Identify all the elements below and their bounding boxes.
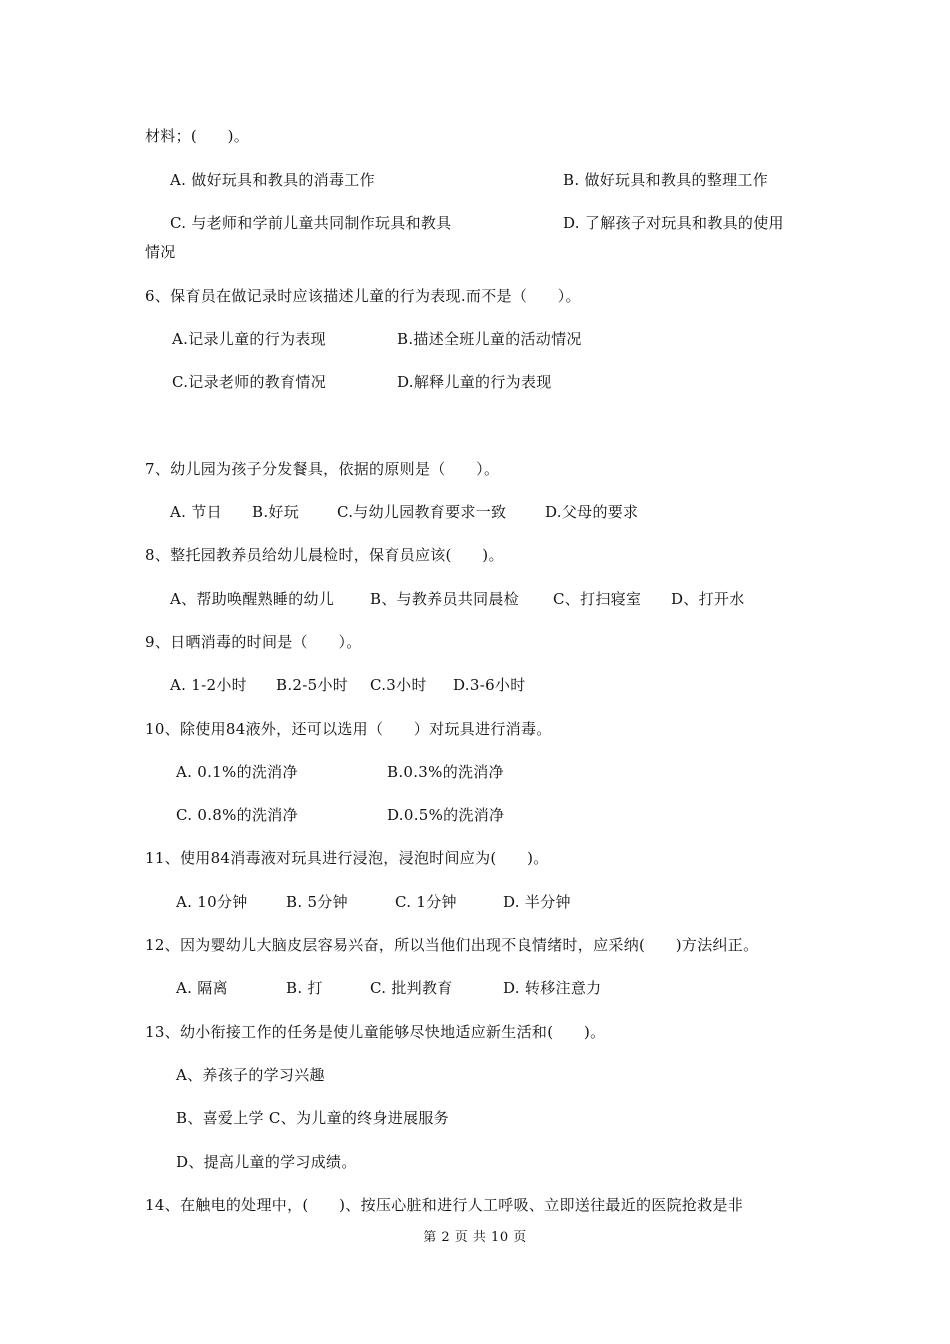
q10-option-d: D.0.5%的洗消净: [387, 806, 505, 824]
q10-option-b: B.0.3%的洗消净: [387, 763, 504, 781]
q13-option-d: D、提高儿童的学习成绩。: [176, 1153, 357, 1171]
q10-stem: 10、除使用84液外，还可以选用（ ）对玩具进行消毒。: [145, 720, 552, 738]
q11-stem: 11、使用84消毒液对玩具进行浸泡，浸泡时间应为( )。: [145, 849, 549, 867]
q12-option-c: C. 批判教育: [370, 979, 453, 997]
q6-option-b: B.描述全班儿童的活动情况: [397, 330, 582, 348]
q9-option-d: D.3-6小时: [453, 676, 526, 694]
q12-stem: 12、因为婴幼儿大脑皮层容易兴奋，所以当他们出现不良情绪时，应采纳( )方法纠正。: [145, 936, 759, 954]
q12-option-d: D. 转移注意力: [503, 979, 602, 997]
q9-stem: 9、日晒消毒的时间是（ ）。: [145, 633, 362, 651]
q6-option-d: D.解释儿童的行为表现: [397, 373, 552, 391]
q6-option-c: C.记录老师的教育情况: [172, 373, 327, 391]
q8-option-b: B、与教养员共同晨检: [370, 590, 520, 608]
q10-option-c: C. 0.8%的洗消净: [176, 806, 298, 824]
q11-option-b: B. 5分钟: [286, 893, 348, 911]
q8-stem: 8、整托园教养员给幼儿晨检时，保育员应该( )。: [145, 546, 504, 564]
q9-option-c: C.3小时: [370, 676, 427, 694]
page-number-footer: 第 2 页 共 10 页: [423, 1230, 527, 1245]
q5-stem-end: 材料；( )。: [145, 127, 250, 145]
q7-stem: 7、幼儿园为孩子分发餐具，依据的原则是（ ）。: [145, 460, 500, 478]
q11-option-c: C. 1分钟: [395, 893, 457, 911]
q5-option-b: B. 做好玩具和教具的整理工作: [563, 171, 769, 189]
q13-stem: 13、幼小衔接工作的任务是使儿童能够尽快地适应新生活和( )。: [145, 1023, 606, 1041]
q7-option-b: B.好玩: [252, 503, 299, 521]
q9-option-a: A. 1-2小时: [170, 676, 247, 694]
q7-option-d: D.父母的要求: [545, 503, 639, 521]
q9-option-b: B.2-5小时: [276, 676, 349, 694]
q6-stem: 6、保育员在做记录时应该描述儿童的行为表现.而不是（ ）。: [145, 287, 581, 305]
q5-option-d: D. 了解孩子对玩具和教具的使用: [563, 214, 784, 232]
q8-option-c: C、打扫寝室: [553, 590, 642, 608]
q7-option-c: C.与幼儿园教育要求一致: [337, 503, 507, 521]
q5-option-c: C. 与老师和学前儿童共同制作玩具和教具: [170, 214, 452, 232]
q6-option-a: A.记录儿童的行为表现: [172, 330, 326, 348]
q13-option-bc: B、喜爱上学 C、为儿童的终身进展服务: [176, 1109, 449, 1127]
q12-option-a: A. 隔离: [176, 979, 228, 997]
q11-option-a: A. 10分钟: [176, 893, 248, 911]
q12-option-b: B. 打: [286, 979, 323, 997]
q8-option-d: D、打开水: [671, 590, 745, 608]
q5-option-a: A. 做好玩具和教具的消毒工作: [170, 171, 375, 189]
q14-stem: 14、在触电的处理中，( )、按压心脏和进行人工呼吸、立即送往最近的医院抢救是非: [145, 1196, 744, 1214]
q11-option-d: D. 半分钟: [503, 893, 571, 911]
q13-option-a: A、养孩子的学习兴趣: [176, 1066, 325, 1084]
q8-option-a: A、帮助唤醒熟睡的幼儿: [170, 590, 335, 608]
q7-option-a: A. 节日: [170, 503, 222, 521]
q10-option-a: A. 0.1%的洗消净: [176, 763, 298, 781]
q5-option-d-continued: 情况: [145, 243, 176, 261]
